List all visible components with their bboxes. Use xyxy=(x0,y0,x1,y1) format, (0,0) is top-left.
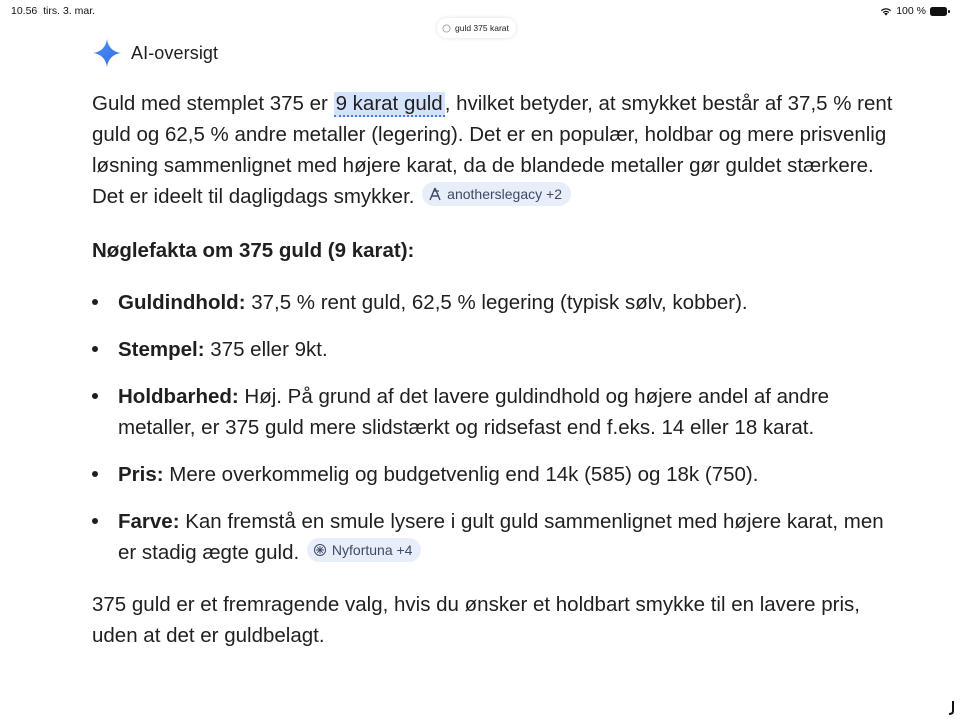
fact-text: 37,5 % rent guld, 62,5 % legering (typisk sølv, kobber). xyxy=(245,291,748,314)
source-chip-label: anotherslegacy +2 xyxy=(447,186,562,202)
lock-icon xyxy=(442,24,451,33)
status-right xyxy=(880,5,950,17)
fact-item-stempel xyxy=(92,334,907,365)
source-chip-anotherslegacy[interactable] xyxy=(422,182,571,206)
ai-overview-title: AI-oversigt xyxy=(131,42,219,63)
facts-list xyxy=(92,287,907,568)
gemini-sparkle-icon xyxy=(92,38,122,68)
fact-text: Høj. På grund af det lavere guldindhold og højere andel af andre metaller, er 375 guld mere slidstærkt og ridsefast end f.eks. 14 eller 18 karat. xyxy=(118,385,830,439)
fact-text: Mere overkommelig og budgetvenlig end 14k (585) og 18k (750). xyxy=(163,463,759,486)
fact-label: Stempel: xyxy=(118,338,205,361)
fact-label: Guldindhold: xyxy=(118,291,246,314)
source-chip-nyfortuna[interactable] xyxy=(307,538,422,562)
fact-item-guldindhold xyxy=(92,287,907,318)
highlighted-term[interactable]: 9 karat guld xyxy=(335,92,443,115)
intro-text-end: , hvilket betyder, at smykket består af 37,5 % rent guld og 62,5 % andre metaller (legering). Det er en populær, holdbar og mere prisvenlig løsning sammenlignet med højere karat, da de blandede metaller gør guldet stærkere. Det er ideelt til dagligdags smykker. xyxy=(92,92,893,208)
status-time xyxy=(11,5,95,17)
scroll-indicator-icon xyxy=(944,700,956,716)
battery-percent: 100 % xyxy=(896,5,926,17)
fact-item-holdbarhed xyxy=(92,381,907,443)
address-bar-pill[interactable] xyxy=(437,18,516,38)
wifi-icon xyxy=(880,7,892,16)
fact-text: 375 eller 9kt. xyxy=(204,338,328,361)
source-logo-icon xyxy=(428,187,442,201)
status-date: tirs. 3. mar. xyxy=(43,5,96,17)
closing-paragraph: 375 guld er et fremragende valg, hvis du ønsker et holdbart smykke til en lavere pris, uden at det er guldbelagt. xyxy=(92,593,860,647)
search-query: guld 375 karat xyxy=(455,23,509,33)
ai-overview-content xyxy=(92,88,907,651)
fact-item-pris xyxy=(92,459,907,490)
clock-time: 10.56 xyxy=(11,5,38,17)
intro-paragraph xyxy=(92,88,907,212)
fact-label: Holdbarhed: xyxy=(118,385,239,408)
fact-item-farve xyxy=(92,506,907,568)
fact-text: Kan fremstå en smule lysere i gult guld sammenlignet med højere karat, men er stadig ægte guld. xyxy=(118,510,884,564)
intro-text-start: Guld med stemplet 375 er xyxy=(92,92,334,115)
battery-icon xyxy=(930,7,950,16)
facts-heading: Nøglefakta om 375 guld (9 karat): xyxy=(92,239,415,262)
fact-label: Pris: xyxy=(118,463,164,486)
source-logo-icon xyxy=(313,543,327,557)
ai-overview-header xyxy=(92,38,218,68)
source-chip-label: Nyfortuna +4 xyxy=(331,542,413,558)
fact-label: Farve: xyxy=(118,510,180,533)
